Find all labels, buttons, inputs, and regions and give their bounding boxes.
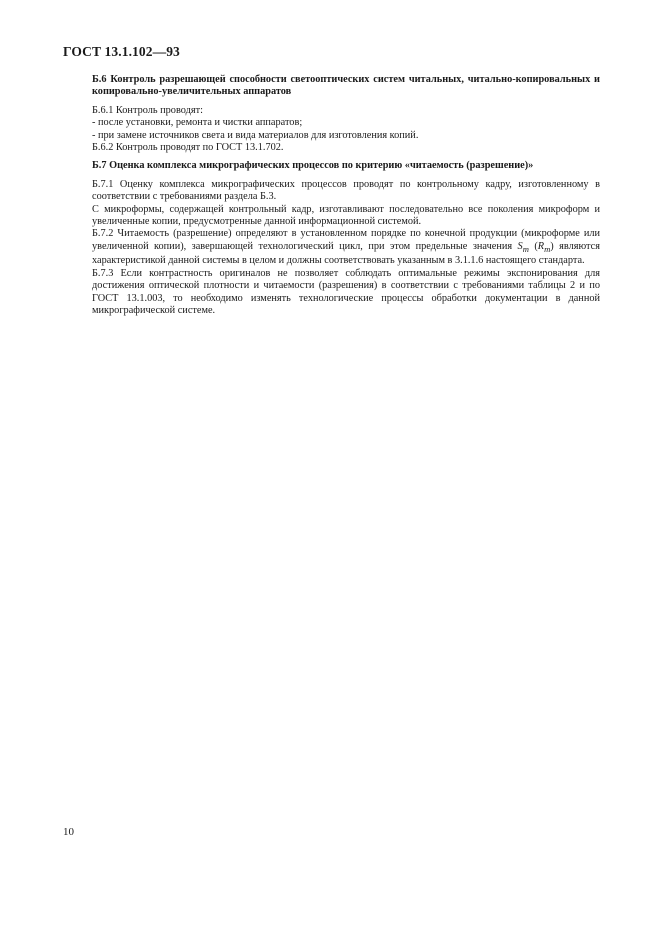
paragraph-b7-2-paren: ( <box>528 240 538 252</box>
paragraph-b6-2: Б.6.2 Контроль проводят по ГОСТ 13.1.702. <box>92 142 284 154</box>
symbol-r-subscript: m <box>544 243 551 254</box>
document-body <box>92 74 600 317</box>
paragraph-b7-1: Б.7.1 Оценку комплекса микрографических процессов проводят по контрольному кадру, изготовленному в соответствии с требованиями раздела Б.3. <box>92 178 600 203</box>
symbol-r: R <box>537 240 545 252</box>
paragraph-b6-1: Б.6.1 Контроль проводят: <box>92 104 203 116</box>
section-heading-b6: Б.6 Контроль разрешающей способности светооптических систем читальных, читально-копировальных и копировально-увеличительных аппаратов <box>92 74 600 98</box>
section-heading-b7: Б.7 Оценка комплекса микрографических процессов по критерию «читаемость (разрешение)» <box>92 160 534 172</box>
paragraph-b7-2 <box>92 228 600 267</box>
symbol-s: S <box>517 240 523 252</box>
paragraph-b7-2-text-start: Б.7.2 Читаемость (разрешение) определяют в установленном порядке по конечной продукции (микроформе или увеличенной копии), завершающей технологический цикл, при этом предельные значения <box>92 228 600 252</box>
list-item: - при замене источников света и вида материалов для изготовления копий. <box>92 129 419 141</box>
symbol-s-subscript: m <box>522 243 529 254</box>
document-header: ГОСТ 13.1.102—93 <box>63 44 180 59</box>
paragraph-b7-3: Б.7.3 Если контрастность оригиналов не позволяет соблюдать оптимальные режимы экспонирования для достижения оптической плотности и читаемости (разрешения) в соответствии с требованиями таблицы 2 и по ГОСТ 13.1.003, то необходимо изменять технологические процессы обработки документации в данной микрографической системе. <box>92 267 600 316</box>
list-item: - после установки, ремонта и чистки аппаратов; <box>92 117 303 129</box>
page-number: 10 <box>63 826 74 838</box>
paragraph-b7-2-text-end: ) являются характеристикой данной системы в целом и должны соответствовать указанным в 3.1.1.6 настоящего стандарта. <box>92 240 600 267</box>
paragraph-b7-1-cont: С микроформы, содержащей контрольный кадр, изготавливают последовательно все поколения микроформ и увеличенные копии, предусмотренные данной информационной системой. <box>92 203 600 228</box>
